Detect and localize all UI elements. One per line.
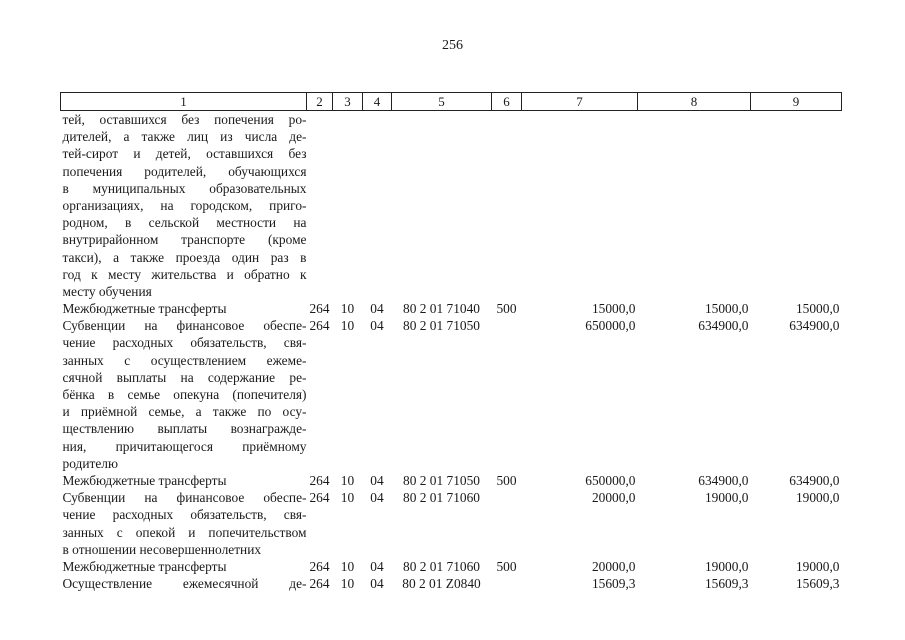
cell-c6: 500	[496, 301, 517, 317]
cell-c8: 15609,3	[704, 576, 749, 592]
description-line: родном, в сельской местности на	[62, 215, 307, 231]
cell-c3	[333, 111, 363, 301]
table-row	[61, 558, 842, 575]
cell-c2: 264	[309, 490, 330, 506]
description-line: Субвенции на финансовое обеспе-	[62, 490, 307, 506]
table-row	[61, 472, 842, 489]
table-row	[61, 317, 842, 472]
cell-c8: 19000,0	[704, 558, 749, 574]
header-cell: 3	[333, 93, 363, 111]
description-line: внутрирайонном транспорте (кроме	[62, 232, 307, 248]
header-cell: 8	[638, 93, 751, 111]
description-line: ния, причитающегося приёмному	[62, 438, 307, 454]
column-number-header	[61, 93, 842, 111]
cell-c5	[392, 111, 492, 301]
cell-c8: 634900,0	[698, 472, 749, 488]
description-line: организациях, на городском, приго-	[62, 197, 307, 213]
table-row	[61, 575, 842, 592]
description-line: Субвенции на финансовое обеспе-	[62, 318, 307, 334]
description-line: такси), а также проезда один раз в	[62, 249, 307, 265]
description-line: попечения родителей, обучающихся	[62, 163, 307, 179]
cell-c9: 634900,0	[789, 318, 840, 334]
cell-c7: 650000,0	[585, 318, 636, 334]
cell-c7: 15609,3	[591, 576, 636, 592]
cell-c4: 04	[370, 576, 384, 592]
cell-c3: 10	[340, 318, 355, 334]
cell-c6	[492, 111, 522, 301]
cell-c7: 650000,0	[585, 472, 636, 488]
header-cell: 9	[751, 93, 842, 111]
cell-c5: 80 2 01 Z0840	[402, 576, 481, 592]
description-line: Межбюджетные трансферты	[62, 558, 227, 574]
cell-c2: 264	[309, 301, 330, 317]
cell-c2: 264	[309, 472, 330, 488]
cell-c5: 80 2 01 71060	[403, 490, 480, 506]
description-line: чение расходных обязательств, свя-	[62, 507, 307, 523]
description-line: ществлению выплаты вознагражде-	[62, 421, 307, 437]
cell-c4: 04	[370, 472, 384, 488]
cell-c6	[492, 317, 522, 472]
cell-c2: 264	[309, 318, 330, 334]
table-row	[61, 489, 842, 558]
header-cell: 2	[307, 93, 333, 111]
cell-c4	[363, 111, 392, 301]
description-line: занных с осуществлением ежеме-	[62, 352, 307, 368]
cell-c8: 634900,0	[698, 318, 749, 334]
description-line: в муниципальных образовательных	[62, 180, 307, 196]
description-line: Межбюджетные трансферты	[62, 301, 227, 317]
description-line: месту обучения	[62, 283, 152, 299]
cell-c4: 04	[370, 318, 384, 334]
cell-c8: 15000,0	[704, 301, 749, 317]
cell-c5: 80 2 01 71050	[403, 472, 480, 488]
cell-c2: 264	[309, 558, 330, 574]
cell-c6: 500	[496, 558, 517, 574]
cell-c4: 04	[370, 490, 384, 506]
cell-c9: 19000,0	[795, 490, 840, 506]
cell-c3: 10	[340, 301, 355, 317]
row-description	[61, 489, 307, 558]
cell-c2	[307, 111, 333, 301]
header-cell: 7	[522, 93, 638, 111]
description-line: сячной выплаты на содержание ре-	[62, 369, 307, 385]
cell-c8	[638, 111, 751, 301]
description-line: занных с опекой и попечительством	[62, 524, 307, 540]
description-line: Межбюджетные трансферты	[62, 472, 227, 488]
cell-c7: 15000,0	[591, 301, 636, 317]
header-cell: 1	[61, 93, 307, 111]
row-description	[61, 317, 307, 472]
cell-c4: 04	[370, 301, 384, 317]
description-line: дителей, а также лиц из числа де-	[62, 129, 307, 145]
cell-c3: 10	[340, 490, 355, 506]
cell-c5: 80 2 01 71060	[403, 558, 480, 574]
description-line: чение расходных обязательств, свя-	[62, 335, 307, 351]
description-line: бёнка в семье опекуна (попечителя)	[62, 387, 307, 403]
header-cell: 5	[392, 93, 492, 111]
cell-c9: 15000,0	[795, 301, 840, 317]
cell-c4: 04	[370, 558, 384, 574]
cell-c6	[492, 575, 522, 592]
cell-c6: 500	[496, 472, 517, 488]
header-cell: 4	[363, 93, 392, 111]
cell-c2: 264	[309, 576, 330, 592]
row-description	[61, 472, 307, 489]
description-line: родителю	[62, 455, 118, 471]
row-description	[61, 111, 307, 301]
description-line: тей, оставшихся без попечения ро-	[62, 112, 307, 127]
page-number: 256	[442, 38, 463, 53]
cell-c7: 20000,0	[591, 558, 636, 574]
table-row	[61, 111, 842, 301]
description-line: тей-сирот и детей, оставшихся без	[62, 146, 307, 162]
cell-c7: 20000,0	[591, 490, 636, 506]
budget-table	[60, 92, 842, 592]
cell-c9: 15609,3	[795, 576, 840, 592]
cell-c7	[522, 111, 638, 301]
cell-c5: 80 2 01 71050	[403, 318, 480, 334]
table-row	[61, 300, 842, 317]
cell-c3: 10	[340, 558, 355, 574]
cell-c3: 10	[340, 472, 355, 488]
cell-c3: 10	[340, 576, 355, 592]
row-description	[61, 300, 307, 317]
row-description	[61, 558, 307, 575]
row-description	[61, 575, 307, 592]
description-line: год к месту жительства и обратно к	[62, 266, 307, 282]
cell-c8: 19000,0	[704, 490, 749, 506]
cell-c9	[751, 111, 842, 301]
description-line: и приёмной семье, а также по осу-	[62, 404, 307, 420]
cell-c9: 634900,0	[789, 472, 840, 488]
description-line: Осуществление ежемесячной де-	[62, 576, 307, 592]
cell-c9: 19000,0	[795, 558, 840, 574]
header-cell: 6	[492, 93, 522, 111]
description-line: в отношении несовершеннолетних	[62, 541, 262, 557]
cell-c6	[492, 489, 522, 558]
cell-c5: 80 2 01 71040	[403, 301, 480, 317]
